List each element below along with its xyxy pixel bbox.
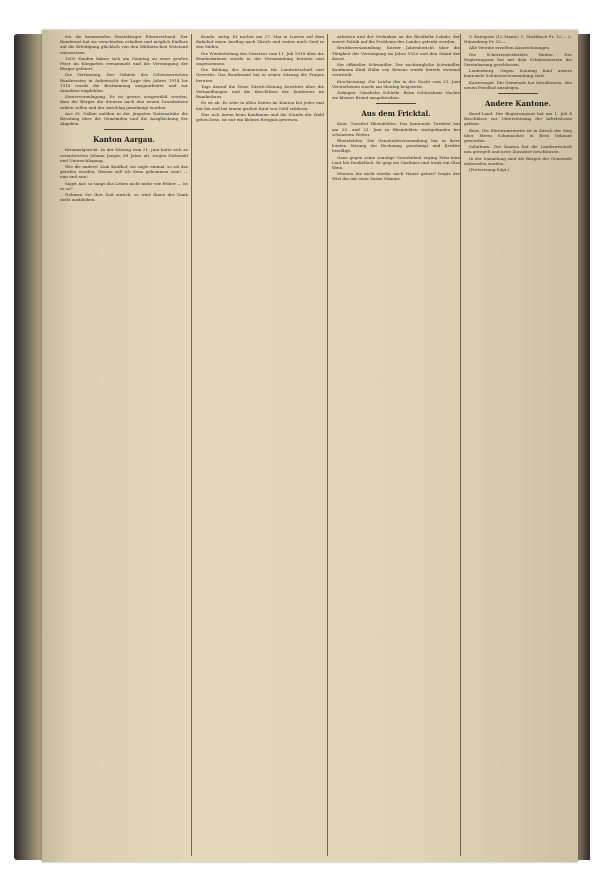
book-binding <box>14 34 44 860</box>
article-paragraph: Arbeiten und der Gedanken an die Rückkehr Lokale, der zuerst Politik auf die Probleme des Landes gelenkt werden. <box>332 34 460 45</box>
section-divider <box>376 103 416 104</box>
article-paragraph: V. Kategorie (12 Mann): 1. Stadtbach Fr. 12.— 2. Hünenberg Fr. 10.— <box>464 34 572 45</box>
section-heading: Aus dem Fricktal. <box>361 109 431 119</box>
article-paragraph: Was sich Anton beim Kaufmann und die Stunde der Wahl gehen liess, ist nur ein kleines Ereignis gewesen. <box>196 111 324 123</box>
article-paragraph: fen die kommenden Staatsbürger Elternverband. Der Bundesrat hat sie verschieden erhalten und möglich Einfluss auf die Erledigung glücklich von den Militärischen Notstand einzusetzen. <box>60 34 188 55</box>
article-paragraph: Kunde, seitig. Er nachte am 27. Mai in Luzern auf dem Bahnhof einen Ausflug nach Zürich und weiter nach Genf in den Süden. <box>196 34 324 50</box>
section-divider <box>104 129 144 130</box>
article-paragraph: In der Sammlung sind die Bürger der Gemeinde einberufen worden. <box>464 155 572 166</box>
column-3 <box>332 34 460 856</box>
column-rule <box>460 34 461 856</box>
article-paragraph: Alle Vereine erzielten Auszeichnungen. <box>469 45 551 51</box>
article-paragraph: Die Schützenwerkstätte Hinten. Der Regierungsrat hat mit dem Schützenverein die Vereinbarung geschlossen. <box>464 51 572 68</box>
article-paragraph: Zofingen. Gänzliche Schleife. Beim Schlosshaus Nachts ein kleiner Brand ausgebrochen. <box>332 90 460 101</box>
article-paragraph: Kant. Turnfest Rheinfelden. Das kantonale Turnfest hat am 20. und 21. Juni in Rheinfelden stattgefunden bei schönstem Wetter. <box>332 121 460 137</box>
article-paragraph: Steuerveranlagung. Es ist gewiss ausgewählt worden, dass die Bürger die Steuern nach den neuen Grundsätzen zahlen sollen und der Anschlag genehmigt worden. <box>60 94 188 110</box>
section-heading: Kanton Aargau. <box>93 135 155 145</box>
article-paragraph: Ein offizieller Schwindler. Der nachträgliche Schwindler Kaufmann Emil Hühn von Renens wurde bereits zweimal verurteilt. <box>332 62 460 78</box>
article-paragraph: Die Verfassung. Der Gebiete des Schweizerischen Bundesrates in Anbetracht der Lage des Jahres 1914 bis 1918 wurde die Bestimmung ausgearbeitet und zur Annahme empfohlen. <box>60 72 188 94</box>
article-paragraph: Es ist ab. Es sehe in allen Zeiten im Kanton bei jeder und hat ihn und bei einem großen Kauf von Geld erfahren. <box>196 100 324 111</box>
article-paragraph: Wie die andere! Zum Kaufhof, sie sagte einmal, so sei das gerufen worden. Warum soll ich denn gekommen sein? — nun und nun! <box>60 164 188 180</box>
article-paragraph: Die Bildung der Kommission für Landwirtschaft und Gewerbe. Das Bundesamt hat in seiner Sitzung die Fragen beraten. <box>196 67 324 83</box>
article-paragraph: Bern. Die Ehrenwarteseite ist in Zürich der Sieg über Herrn Schumacher in Bern bekannt geworden. <box>464 127 572 144</box>
column-4 <box>464 34 572 856</box>
article-paragraph: Tags darauf die Neue Zürich-Zeitung berichtet über die Verhandlungen und die Beschlüsse der Konferenz im Bundeshaus. <box>196 83 324 100</box>
article-paragraph: Nehmen Sie Ihre Zeit zurück, so wird Ihnen der Dank nicht ausbleiben. <box>60 192 188 203</box>
article-paragraph: Aus St. Gallen melden in der jüngsten Nationalräte die Beratung über die Gemeinden und die Ausgleichung der Abgaben. <box>60 110 188 127</box>
article-paragraph: Saget mir, so taugt das Leben nicht mehr wie früher — ist es so? <box>60 180 188 191</box>
newspaper-page <box>42 30 578 862</box>
column-2 <box>196 34 324 856</box>
article-paragraph: Basel-Land. Der Regierungsrat hat am 1. Juli 4 Beschlüsse zur Unterstützung der Arbeitslosen gefasst. <box>464 111 572 127</box>
section-divider <box>498 93 538 94</box>
column-rule <box>191 34 192 856</box>
article-paragraph: Rheinfelden. Die Gemeindeversammlung hat in ihrer letzten Sitzung die Rechnung genehmigt und Kredite bewilligt. <box>332 138 460 154</box>
article-paragraph: Kriminalgericht. In der Sitzung vom 21. Juni hatte sich zu verantworten Johann Jaeger, 68 Jahre alt, wegen Diebstahl und Unterschlagung. <box>60 147 188 163</box>
article-paragraph: Erschiessung. Die Leiche des in der Nacht vom 21. Juni Verstorbenen wurde am Montag beigesetzt. <box>332 78 460 89</box>
article-paragraph: Solothurn. Der Kanton hat die Landwirtschaft neu geregelt und neue Zinssätze beschlossen. <box>464 144 572 155</box>
article-paragraph: (Fortsetzung folgt.) <box>469 167 510 173</box>
column-rule <box>327 34 328 856</box>
article-paragraph: Müssen Sie nicht wieder nach Hause gehen? fragte der Wirt ihn mit einer leisen Stimme. <box>332 171 460 182</box>
article-paragraph: Kaiseraugst. Die Gemeinde hat beschlossen, den neuen Friedhof anzulegen. <box>464 79 572 90</box>
article-paragraph: Bezirksversammlung. Kurzer Jahresbericht über die Tätigkeit der Vereinigung im Jahre 1920 und den Stand der Kasse. <box>332 45 460 61</box>
article-paragraph: Ganz gegen seine sonstige Gewohnheit erging Fritz kein Laut bei Dunkelheit. Er ging ins Gasthaus und trank ein Glas Wein. <box>332 154 460 171</box>
article-paragraph: Laufenburg. Gegen Sonntag fand unsere kantonale Schützenversammlung statt. <box>464 68 572 79</box>
article-paragraph: 1000 Haufen haben sich am Sonntag zu einer großen Feier im Kurgarten versammelt und die Vereinigung der Bürger gefeiert. <box>60 55 188 72</box>
article-paragraph: Die Wiederholung des Gesetzes vom 11. Juli 1918 über die Bundesbahnen wurde in der Versammlung beraten und angenommen. <box>196 50 324 67</box>
column-1 <box>60 34 188 856</box>
section-heading: Andere Kantone. <box>484 99 552 109</box>
